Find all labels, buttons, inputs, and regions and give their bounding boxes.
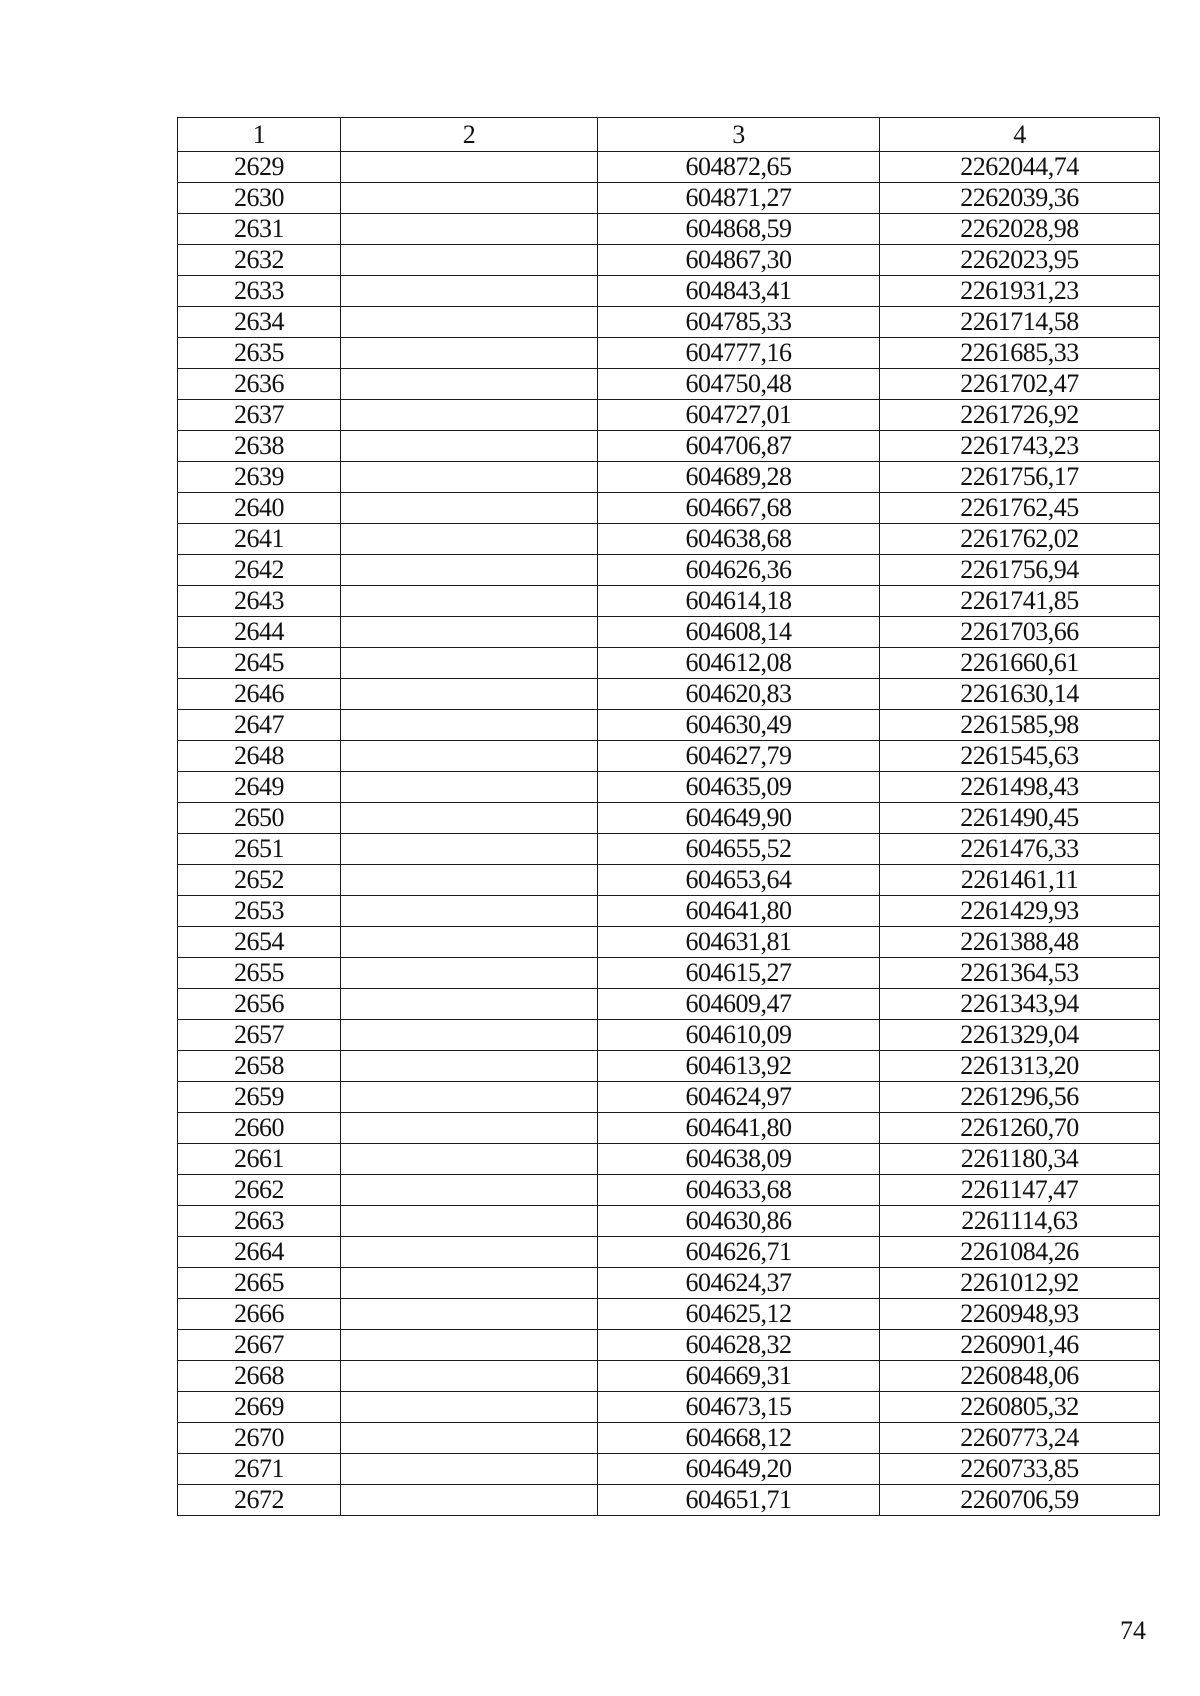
x-coordinate-cell: 604609,47 [598, 989, 880, 1020]
point-number-cell: 2639 [178, 462, 341, 493]
table-row [178, 1237, 1160, 1268]
table-row [178, 493, 1160, 524]
table-row [178, 462, 1160, 493]
y-coordinate-cell: 2261114,63 [880, 1206, 1160, 1237]
y-coordinate-cell: 2261762,02 [880, 524, 1160, 555]
y-coordinate-cell: 2261498,43 [880, 772, 1160, 803]
column-header-2: 2 [341, 118, 598, 152]
table-row [178, 710, 1160, 741]
table-row [178, 1330, 1160, 1361]
x-coordinate-cell: 604667,68 [598, 493, 880, 524]
description-cell [341, 1113, 598, 1144]
y-coordinate-cell: 2261084,26 [880, 1237, 1160, 1268]
table-row [178, 1206, 1160, 1237]
point-number-cell: 2669 [178, 1392, 341, 1423]
y-coordinate-cell: 2261147,47 [880, 1175, 1160, 1206]
description-cell [341, 1423, 598, 1454]
point-number-cell: 2662 [178, 1175, 341, 1206]
table-row [178, 555, 1160, 586]
y-coordinate-cell: 2261343,94 [880, 989, 1160, 1020]
point-number-cell: 2644 [178, 617, 341, 648]
point-number-cell: 2651 [178, 834, 341, 865]
point-number-cell: 2635 [178, 338, 341, 369]
table-row [178, 276, 1160, 307]
y-coordinate-cell: 2261702,47 [880, 369, 1160, 400]
description-cell [341, 214, 598, 245]
y-coordinate-cell: 2261714,58 [880, 307, 1160, 338]
x-coordinate-cell: 604633,68 [598, 1175, 880, 1206]
description-cell [341, 1454, 598, 1485]
description-cell [341, 1392, 598, 1423]
x-coordinate-cell: 604615,27 [598, 958, 880, 989]
x-coordinate-cell: 604689,28 [598, 462, 880, 493]
point-number-cell: 2671 [178, 1454, 341, 1485]
description-cell [341, 772, 598, 803]
y-coordinate-cell: 2261296,56 [880, 1082, 1160, 1113]
y-coordinate-cell: 2261741,85 [880, 586, 1160, 617]
description-cell [341, 617, 598, 648]
description-cell [341, 152, 598, 183]
x-coordinate-cell: 604641,80 [598, 896, 880, 927]
x-coordinate-cell: 604608,14 [598, 617, 880, 648]
x-coordinate-cell: 604625,12 [598, 1299, 880, 1330]
table-row [178, 307, 1160, 338]
x-coordinate-cell: 604651,71 [598, 1485, 880, 1516]
y-coordinate-cell: 2260773,24 [880, 1423, 1160, 1454]
table-row [178, 1082, 1160, 1113]
x-coordinate-cell: 604610,09 [598, 1020, 880, 1051]
y-coordinate-cell: 2261931,23 [880, 276, 1160, 307]
y-coordinate-cell: 2260706,59 [880, 1485, 1160, 1516]
point-number-cell: 2666 [178, 1299, 341, 1330]
point-number-cell: 2641 [178, 524, 341, 555]
x-coordinate-cell: 604706,87 [598, 431, 880, 462]
point-number-cell: 2667 [178, 1330, 341, 1361]
table-row [178, 1268, 1160, 1299]
x-coordinate-cell: 604635,09 [598, 772, 880, 803]
y-coordinate-cell: 2260948,93 [880, 1299, 1160, 1330]
table-row [178, 524, 1160, 555]
table-row [178, 958, 1160, 989]
x-coordinate-cell: 604627,79 [598, 741, 880, 772]
table-row [178, 679, 1160, 710]
x-coordinate-cell: 604655,52 [598, 834, 880, 865]
table-row [178, 214, 1160, 245]
x-coordinate-cell: 604668,12 [598, 1423, 880, 1454]
column-header-3: 3 [598, 118, 880, 152]
point-number-cell: 2637 [178, 400, 341, 431]
y-coordinate-cell: 2261313,20 [880, 1051, 1160, 1082]
table-row [178, 369, 1160, 400]
y-coordinate-cell: 2261756,17 [880, 462, 1160, 493]
description-cell [341, 679, 598, 710]
x-coordinate-cell: 604624,97 [598, 1082, 880, 1113]
point-number-cell: 2629 [178, 152, 341, 183]
y-coordinate-cell: 2261429,93 [880, 896, 1160, 927]
table-row [178, 648, 1160, 679]
x-coordinate-cell: 604613,92 [598, 1051, 880, 1082]
description-cell [341, 493, 598, 524]
description-cell [341, 927, 598, 958]
x-coordinate-cell: 604727,01 [598, 400, 880, 431]
description-cell [341, 1175, 598, 1206]
description-cell [341, 183, 598, 214]
description-cell [341, 276, 598, 307]
y-coordinate-cell: 2260733,85 [880, 1454, 1160, 1485]
table-row [178, 1020, 1160, 1051]
table-row [178, 152, 1160, 183]
point-number-cell: 2663 [178, 1206, 341, 1237]
x-coordinate-cell: 604612,08 [598, 648, 880, 679]
table-row [178, 183, 1160, 214]
description-cell [341, 1330, 598, 1361]
y-coordinate-cell: 2261685,33 [880, 338, 1160, 369]
y-coordinate-cell: 2260805,32 [880, 1392, 1160, 1423]
description-cell [341, 1361, 598, 1392]
description-cell [341, 834, 598, 865]
description-cell [341, 369, 598, 400]
y-coordinate-cell: 2261329,04 [880, 1020, 1160, 1051]
description-cell [341, 1082, 598, 1113]
x-coordinate-cell: 604624,37 [598, 1268, 880, 1299]
point-number-cell: 2646 [178, 679, 341, 710]
table-row [178, 1175, 1160, 1206]
table-row [178, 1454, 1160, 1485]
header-row [178, 118, 1160, 152]
table-row [178, 400, 1160, 431]
x-coordinate-cell: 604626,71 [598, 1237, 880, 1268]
point-number-cell: 2645 [178, 648, 341, 679]
x-coordinate-cell: 604631,81 [598, 927, 880, 958]
table-row [178, 927, 1160, 958]
table-row [178, 1051, 1160, 1082]
x-coordinate-cell: 604628,32 [598, 1330, 880, 1361]
description-cell [341, 1268, 598, 1299]
table-row [178, 245, 1160, 276]
x-coordinate-cell: 604626,36 [598, 555, 880, 586]
point-number-cell: 2660 [178, 1113, 341, 1144]
description-cell [341, 1051, 598, 1082]
point-number-cell: 2634 [178, 307, 341, 338]
y-coordinate-cell: 2262039,36 [880, 183, 1160, 214]
y-coordinate-cell: 2261490,45 [880, 803, 1160, 834]
table-row [178, 586, 1160, 617]
x-coordinate-cell: 604638,68 [598, 524, 880, 555]
point-number-cell: 2652 [178, 865, 341, 896]
point-number-cell: 2658 [178, 1051, 341, 1082]
y-coordinate-cell: 2261660,61 [880, 648, 1160, 679]
page-number: 74 [1120, 1616, 1146, 1645]
x-coordinate-cell: 604673,15 [598, 1392, 880, 1423]
point-number-cell: 2653 [178, 896, 341, 927]
point-number-cell: 2640 [178, 493, 341, 524]
table-row [178, 803, 1160, 834]
x-coordinate-cell: 604785,33 [598, 307, 880, 338]
point-number-cell: 2656 [178, 989, 341, 1020]
table-row [178, 865, 1160, 896]
point-number-cell: 2633 [178, 276, 341, 307]
y-coordinate-cell: 2261388,48 [880, 927, 1160, 958]
point-number-cell: 2668 [178, 1361, 341, 1392]
point-number-cell: 2649 [178, 772, 341, 803]
x-coordinate-cell: 604620,83 [598, 679, 880, 710]
point-number-cell: 2648 [178, 741, 341, 772]
description-cell [341, 586, 598, 617]
description-cell [341, 741, 598, 772]
table-body [178, 152, 1160, 1516]
table-row [178, 1299, 1160, 1330]
table-row [178, 1113, 1160, 1144]
column-header-4: 4 [880, 118, 1160, 152]
description-cell [341, 989, 598, 1020]
description-cell [341, 245, 598, 276]
table-row [178, 834, 1160, 865]
x-coordinate-cell: 604669,31 [598, 1361, 880, 1392]
description-cell [341, 1206, 598, 1237]
table-row [178, 1361, 1160, 1392]
description-cell [341, 896, 598, 927]
description-cell [341, 1144, 598, 1175]
description-cell [341, 555, 598, 586]
point-number-cell: 2657 [178, 1020, 341, 1051]
x-coordinate-cell: 604630,49 [598, 710, 880, 741]
y-coordinate-cell: 2261703,66 [880, 617, 1160, 648]
y-coordinate-cell: 2260848,06 [880, 1361, 1160, 1392]
y-coordinate-cell: 2260901,46 [880, 1330, 1160, 1361]
y-coordinate-cell: 2261180,34 [880, 1144, 1160, 1175]
x-coordinate-cell: 604649,20 [598, 1454, 880, 1485]
table-row [178, 741, 1160, 772]
point-number-cell: 2664 [178, 1237, 341, 1268]
point-number-cell: 2661 [178, 1144, 341, 1175]
x-coordinate-cell: 604638,09 [598, 1144, 880, 1175]
table-row [178, 1392, 1160, 1423]
y-coordinate-cell: 2261756,94 [880, 555, 1160, 586]
point-number-cell: 2670 [178, 1423, 341, 1454]
description-cell [341, 462, 598, 493]
y-coordinate-cell: 2261461,11 [880, 865, 1160, 896]
point-number-cell: 2632 [178, 245, 341, 276]
point-number-cell: 2655 [178, 958, 341, 989]
x-coordinate-cell: 604777,16 [598, 338, 880, 369]
x-coordinate-cell: 604641,80 [598, 1113, 880, 1144]
point-number-cell: 2659 [178, 1082, 341, 1113]
y-coordinate-cell: 2261585,98 [880, 710, 1160, 741]
description-cell [341, 1020, 598, 1051]
point-number-cell: 2630 [178, 183, 341, 214]
table-row [178, 617, 1160, 648]
description-cell [341, 1485, 598, 1516]
y-coordinate-cell: 2261545,63 [880, 741, 1160, 772]
y-coordinate-cell: 2261012,92 [880, 1268, 1160, 1299]
table-row [178, 1485, 1160, 1516]
point-number-cell: 2638 [178, 431, 341, 462]
x-coordinate-cell: 604649,90 [598, 803, 880, 834]
description-cell [341, 1237, 598, 1268]
x-coordinate-cell: 604614,18 [598, 586, 880, 617]
y-coordinate-cell: 2261364,53 [880, 958, 1160, 989]
point-number-cell: 2665 [178, 1268, 341, 1299]
description-cell [341, 524, 598, 555]
x-coordinate-cell: 604871,27 [598, 183, 880, 214]
point-number-cell: 2642 [178, 555, 341, 586]
y-coordinate-cell: 2262023,95 [880, 245, 1160, 276]
x-coordinate-cell: 604750,48 [598, 369, 880, 400]
table-row [178, 989, 1160, 1020]
column-header-1: 1 [178, 118, 341, 152]
point-number-cell: 2672 [178, 1485, 341, 1516]
y-coordinate-cell: 2262028,98 [880, 214, 1160, 245]
point-number-cell: 2650 [178, 803, 341, 834]
table-row [178, 1144, 1160, 1175]
description-cell [341, 307, 598, 338]
point-number-cell: 2654 [178, 927, 341, 958]
y-coordinate-cell: 2261260,70 [880, 1113, 1160, 1144]
x-coordinate-cell: 604868,59 [598, 214, 880, 245]
table-row [178, 1423, 1160, 1454]
description-cell [341, 710, 598, 741]
x-coordinate-cell: 604872,65 [598, 152, 880, 183]
description-cell [341, 803, 598, 834]
x-coordinate-cell: 604630,86 [598, 1206, 880, 1237]
table-row [178, 338, 1160, 369]
y-coordinate-cell: 2261743,23 [880, 431, 1160, 462]
description-cell [341, 431, 598, 462]
y-coordinate-cell: 2261762,45 [880, 493, 1160, 524]
description-cell [341, 958, 598, 989]
coordinates-table [177, 117, 1160, 1516]
x-coordinate-cell: 604653,64 [598, 865, 880, 896]
table-row [178, 431, 1160, 462]
point-number-cell: 2631 [178, 214, 341, 245]
table-row [178, 896, 1160, 927]
description-cell [341, 865, 598, 896]
point-number-cell: 2647 [178, 710, 341, 741]
point-number-cell: 2643 [178, 586, 341, 617]
y-coordinate-cell: 2262044,74 [880, 152, 1160, 183]
y-coordinate-cell: 2261630,14 [880, 679, 1160, 710]
table-row [178, 772, 1160, 803]
x-coordinate-cell: 604867,30 [598, 245, 880, 276]
point-number-cell: 2636 [178, 369, 341, 400]
description-cell [341, 1299, 598, 1330]
y-coordinate-cell: 2261726,92 [880, 400, 1160, 431]
description-cell [341, 400, 598, 431]
description-cell [341, 648, 598, 679]
description-cell [341, 338, 598, 369]
x-coordinate-cell: 604843,41 [598, 276, 880, 307]
y-coordinate-cell: 2261476,33 [880, 834, 1160, 865]
